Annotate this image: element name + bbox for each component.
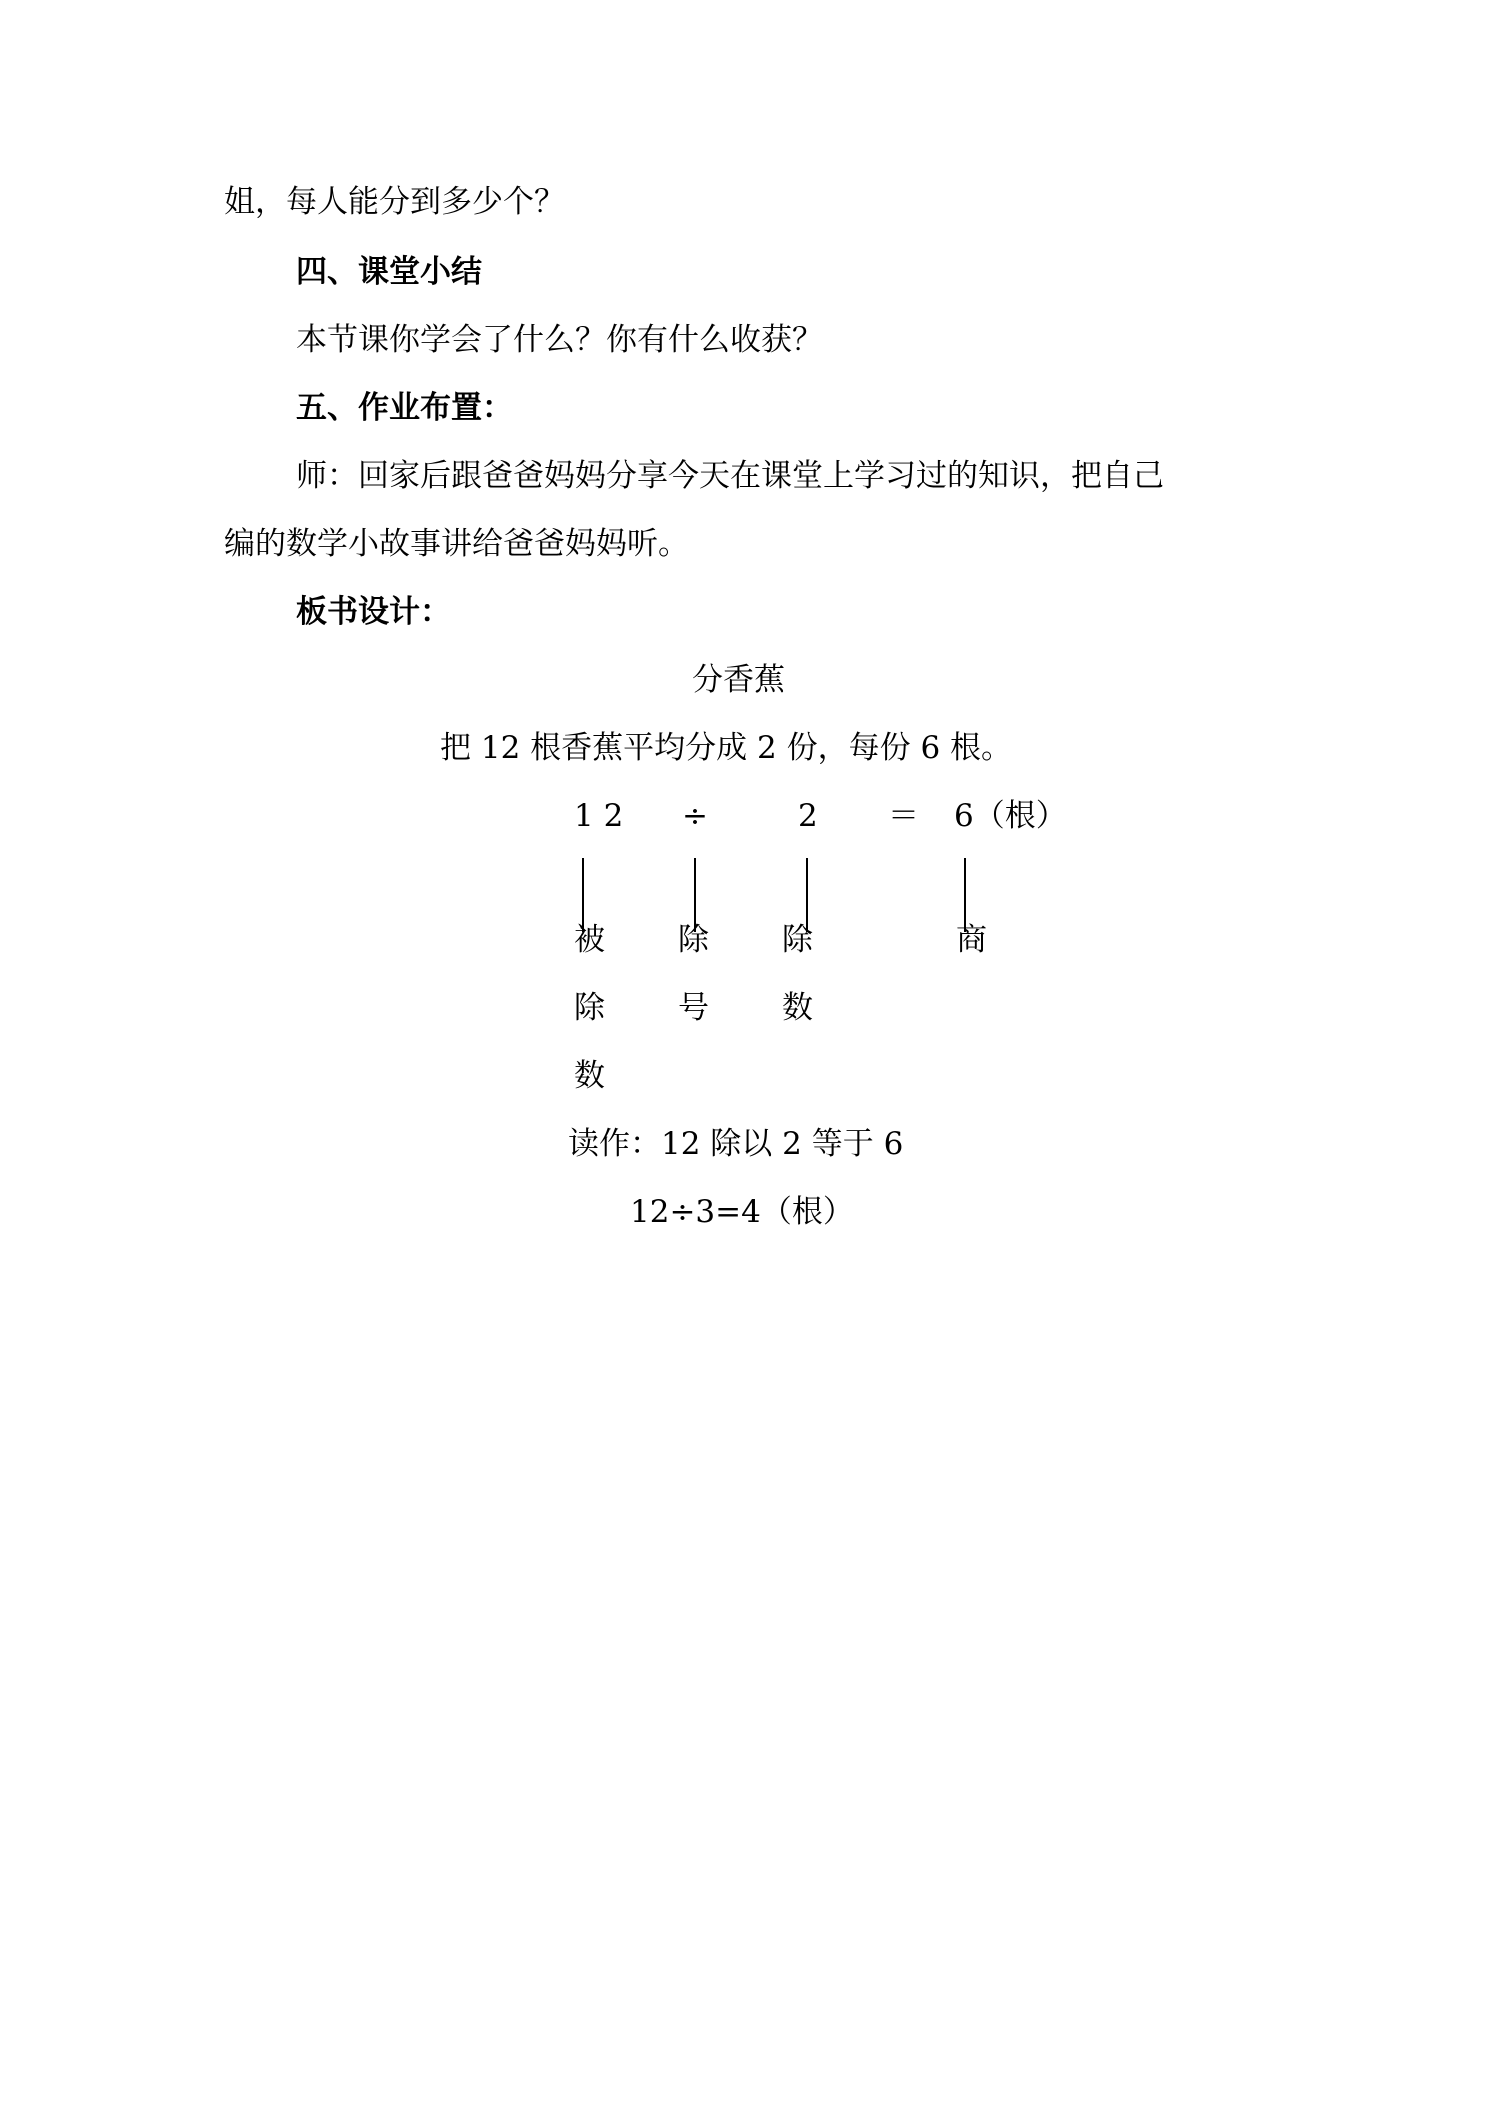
section-heading-homework: 五、作业布置： [296, 390, 513, 426]
label-divisor-char2: 数 [782, 990, 813, 1026]
equation-divisor: 2 [798, 798, 818, 834]
label-quotient: 商 [956, 922, 987, 958]
section-heading-board: 板书设计： [296, 594, 451, 630]
label-sign-char1: 除 [678, 922, 709, 958]
board-sentence: 把 12 根香蕉平均分成 2 份，每份 6 根。 [440, 730, 1013, 766]
read-as-line: 读作：12 除以 2 等于 6 [568, 1126, 904, 1162]
equation-quotient: 6（根） [954, 798, 1067, 834]
paragraph-continuation: 姐，每人能分到多少个？ [224, 184, 565, 220]
label-divisor-char1: 除 [782, 922, 813, 958]
equation-dividend: 1 2 [574, 798, 624, 834]
board-title: 分香蕉 [692, 662, 785, 698]
paragraph-summary: 本节课你学会了什么？你有什么收获？ [296, 322, 823, 358]
section-heading-summary: 四、课堂小结 [296, 254, 482, 290]
second-equation: 12÷3=4（根） [630, 1194, 854, 1230]
paragraph-homework-line2: 编的数学小故事讲给爸爸妈妈听。 [224, 526, 689, 562]
equation-division-sign: ÷ [682, 798, 708, 834]
label-dividend-char3: 数 [574, 1058, 605, 1094]
paragraph-homework-line1: 师：回家后跟爸爸妈妈分享今天在课堂上学习过的知识，把自己 [296, 458, 1164, 494]
label-sign-char2: 号 [678, 990, 709, 1026]
equation-equals: ＝ [888, 798, 919, 834]
label-dividend-char2: 除 [574, 990, 605, 1026]
label-dividend-char1: 被 [574, 922, 605, 958]
